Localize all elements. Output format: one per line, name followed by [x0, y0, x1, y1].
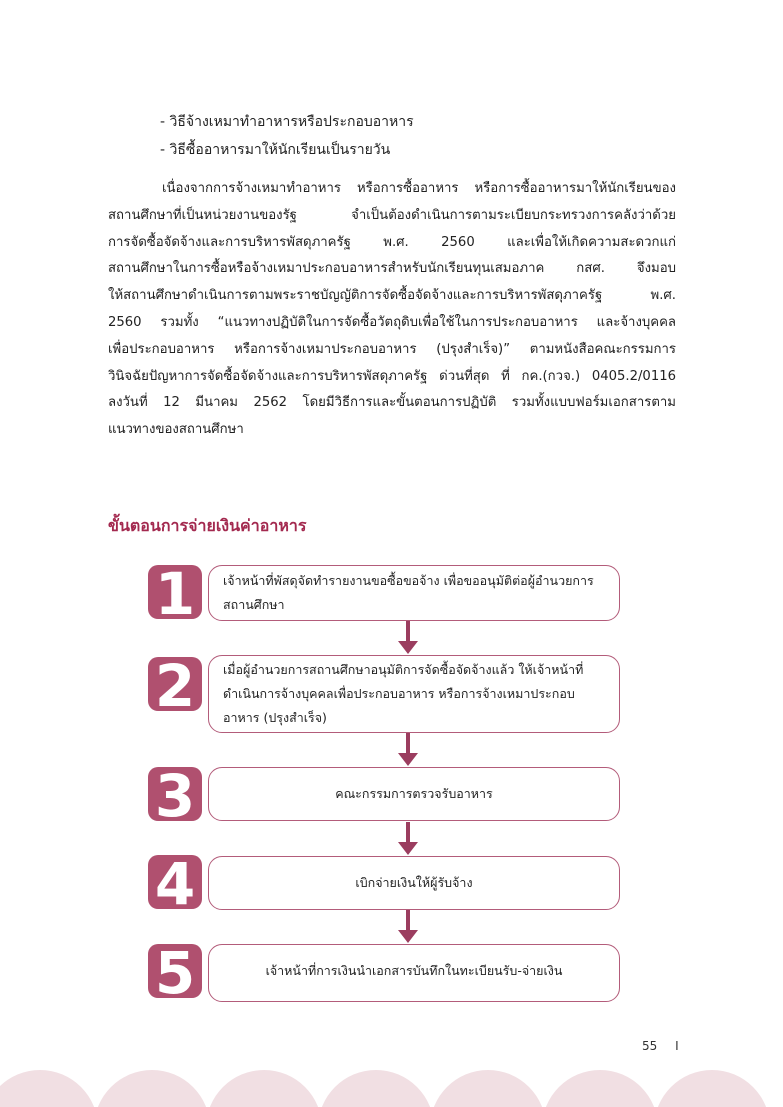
paragraph-line: เนื่องจากการจ้างเหมาทำอาหาร หรือการซื้ออาหาร หรือการซื้ออาหารมาให้นักเรียนของ — [162, 181, 676, 196]
bullet-list — [160, 108, 414, 164]
step-3-box — [208, 767, 620, 821]
step-text: คณะกรรมการตรวจรับอาหาร — [335, 786, 493, 801]
paragraph-line: สถานศึกษาในการซื้อหรือจ้างเหมาประกอบอาหารสำหรับนักเรียนทุนเสมอภาค กสศ. จึงมอบ — [108, 261, 676, 277]
step-text: เจ้าหน้าที่การเงินนำเอกสารบันทึกในทะเบียนรับ-จ่ายเงิน — [265, 963, 563, 978]
step-text: เจ้าหน้าที่พัสดุจัดทำรายงานขอซื้อขอจ้าง เพื่อขออนุมัติต่อผู้อำนวยการ — [223, 573, 594, 588]
step-2-box — [208, 655, 620, 733]
step-number-2-icon — [146, 655, 204, 713]
body-paragraph — [108, 176, 676, 444]
step-5-box — [208, 944, 620, 1002]
step-1-box — [208, 565, 620, 621]
page-number: 55 — [642, 1039, 658, 1053]
decorative-circles-border — [0, 1070, 783, 1107]
step-number-5-icon — [146, 942, 204, 1000]
arrow-down-icon — [396, 910, 420, 944]
step-text: สถานศึกษา — [223, 597, 285, 612]
arrow-down-icon — [396, 822, 420, 856]
step-number-text: 5 — [154, 942, 196, 1000]
step-number-text: 3 — [154, 765, 196, 823]
step-number-text: 2 — [154, 655, 196, 713]
arrow-down-icon — [396, 621, 420, 655]
step-text: อาหาร (ปรุงสำเร็จ) — [223, 710, 327, 725]
paragraph-line: วินิจฉัยปัญหาการจัดซื้อจัดจ้างและการบริหารพัสดุภาครัฐ ด่วนที่สุด ที่ กค.(กวจ.) 0405.2/0116 — [108, 368, 676, 384]
step-number-3-icon — [146, 765, 204, 823]
paragraph-line: ลงวันที่ 12 มีนาคม 2562 โดยมีวิธีการและขั้นตอนการปฏิบัติ รวมทั้งแบบฟอร์มเอกสารตาม — [108, 395, 676, 411]
step-number-text: 4 — [154, 853, 196, 911]
step-text: ดำเนินการจ้างบุคคลเพื่อประกอบอาหาร หรือการจ้างเหมาประกอบ — [223, 686, 575, 701]
paragraph-line: แนวทางของสถานศึกษา — [108, 422, 244, 438]
paragraph-line: สถานศึกษาที่เป็นหน่วยงานของรัฐ จำเป็นต้องดำเนินการตามระเบียบกระทรวงการคลังว่าด้วย — [108, 207, 676, 223]
bullet-item: - วิธีซื้ออาหารมาให้นักเรียนเป็นรายวัน — [160, 142, 391, 158]
step-number-4-icon — [146, 853, 204, 911]
section-heading: ขั้นตอนการจ่ายเงินค่าอาหาร — [108, 516, 307, 535]
paragraph-line: ให้สถานศึกษาดำเนินการตามพระราชบัญญัติการจัดซื้อจัดจ้างและการบริหารพัสดุภาครัฐ พ.ศ. — [108, 288, 676, 304]
paragraph-line: 2560 รวมทั้ง “แนวทางปฏิบัติในการจัดซื้อวัตถุดิบเพื่อใช้ในการประกอบอาหาร และจ้างบุคคล — [108, 314, 676, 330]
page-separator: I — [675, 1039, 679, 1053]
step-4-box — [208, 856, 620, 910]
step-text: เมื่อผู้อำนวยการสถานศึกษาอนุมัติการจัดซื้อจัดจ้างแล้ว ให้เจ้าหน้าที่ — [223, 662, 584, 677]
paragraph-line: เพื่อประกอบอาหาร หรือการจ้างเหมาประกอบอาหาร (ปรุงสำเร็จ)” ตามหนังสือคณะกรรมการ — [108, 341, 676, 357]
step-number-text: 1 — [154, 563, 196, 621]
page-footer — [642, 1039, 679, 1053]
step-number-1-icon — [146, 563, 204, 621]
paragraph-line: การจัดซื้อจัดจ้างและการบริหารพัสดุภาครัฐ พ.ศ. 2560 และเพื่อให้เกิดความสะดวกแก่ — [108, 234, 676, 250]
bullet-item: - วิธีจ้างเหมาทำอาหารหรือประกอบอาหาร — [160, 114, 414, 130]
step-text: เบิกจ่ายเงินให้ผู้รับจ้าง — [355, 875, 473, 890]
arrow-down-icon — [396, 733, 420, 767]
